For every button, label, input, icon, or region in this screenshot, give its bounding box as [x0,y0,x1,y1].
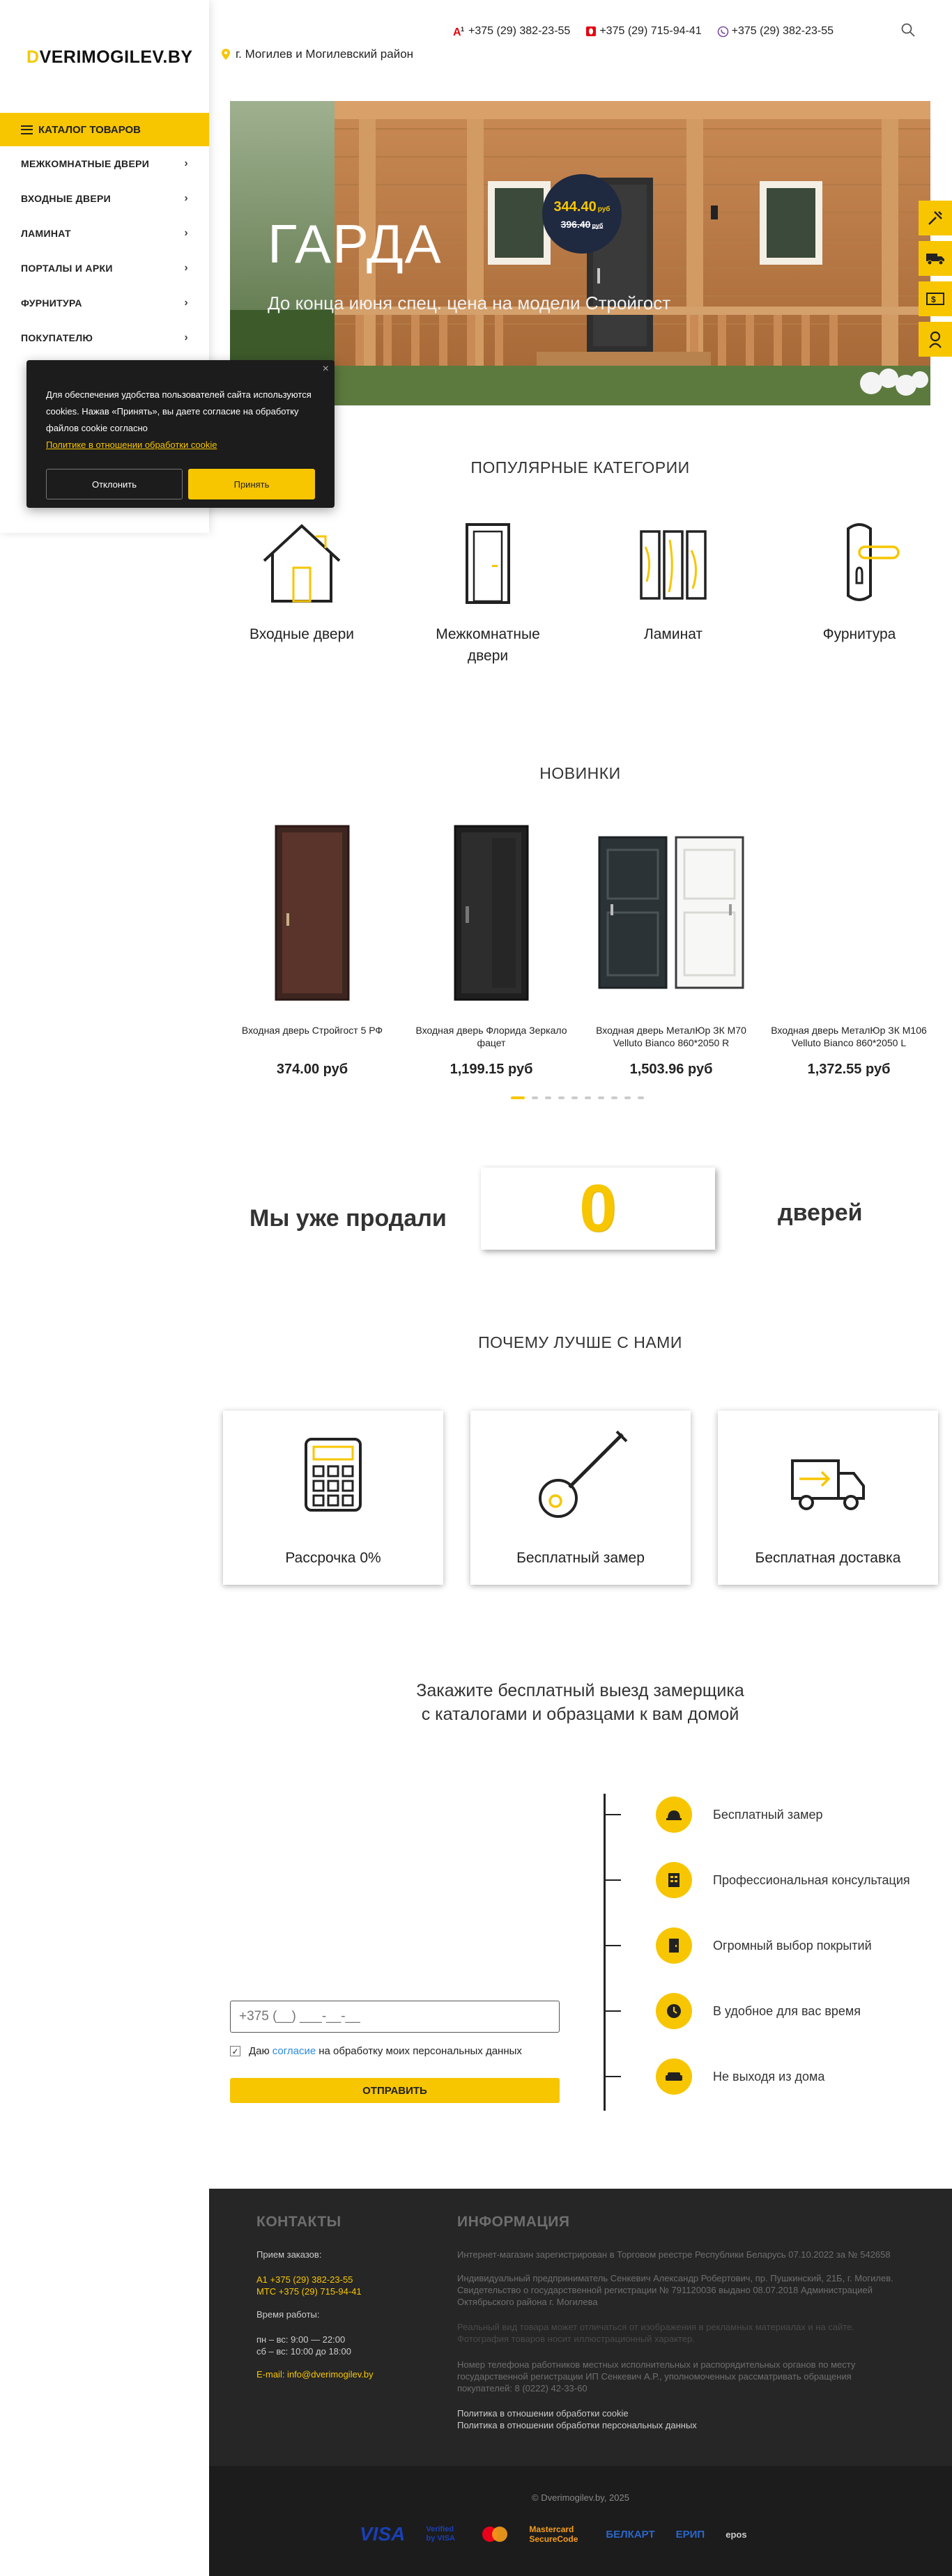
new-items-title: НОВИНКИ [539,764,621,782]
verified-visa-logo: Verified by VISA [426,2525,455,2543]
order-step: Бесплатный замер [604,1797,823,1832]
slider-dot[interactable] [558,1096,565,1099]
decline-button[interactable]: Отклонить [46,469,183,499]
door-handle-icon [817,519,901,607]
epos-logo: epos [725,2529,747,2540]
mts-icon [585,26,597,37]
slider-dot[interactable] [598,1096,604,1099]
product-card[interactable] [581,822,762,1078]
popular-title: ПОПУЛЯРНЫЕ КАТЕГОРИИ [470,458,690,476]
product-name: Входная дверь МеталЮр ЗК М70 Velluto Bianco 860*2050 R [596,1025,746,1048]
logo[interactable]: DVERIMOGILEV.BY [26,47,193,67]
mastercard-logo [482,2526,508,2543]
document-icon [656,1862,692,1898]
door-icon [656,1927,692,1964]
product-image [222,822,403,1003]
product-name: Входная дверь Флорида Зеркало фацет [415,1025,567,1048]
copyright: © Dverimogilev.by, 2025 [532,2492,629,2503]
chevron-right-icon: › [184,192,188,204]
hero-subtitle: До конца июня спец. цена на модели Стройгост [268,293,671,313]
product-card[interactable] [222,822,403,1078]
product-price: 374.00 руб [276,1062,348,1077]
product-image [758,822,939,1003]
belkart-logo: БЕЛКАРТ [606,2528,655,2540]
phone-input[interactable] [230,2001,560,2033]
svg-text:1: 1 [461,26,465,33]
benefit-label: Бесплатная доставка [755,1550,901,1566]
benefit-label: Бесплатный замер [516,1550,645,1566]
category-interior-doors[interactable] [418,519,558,667]
helmet-icon [656,1797,692,1833]
order-step: Профессиональная консультация [604,1863,910,1898]
price-old: 396.40 [560,219,591,230]
footer-bottom [209,2466,952,2576]
catalog-button-label: КАТАЛОГ ТОВАРОВ [38,123,141,136]
order-step: В удобное для вас время [604,1994,861,2028]
sidebar-item-laminate[interactable]: ЛАМИНАТ › [21,227,188,239]
clock-icon [656,1993,692,2029]
menu-icon [21,125,33,134]
order-title: Закажите бесплатный выезд замерщика с каталогами и образцами к вам домой [416,1681,744,1724]
location-pin-icon [222,49,230,60]
submit-button[interactable]: ОТПРАВИТЬ [230,2078,560,2103]
product-price: 1,503.96 руб [629,1062,713,1077]
hero-banner[interactable] [230,101,930,405]
payment-icon[interactable] [919,281,952,316]
cookie-text: Для обеспечения удобства пользователей сайта используются cookies. Нажав «Принять», вы даете согласие на обработку файлов cookie согласно [46,389,312,433]
slider-dot[interactable] [511,1096,525,1099]
sidebar-item-hardware[interactable]: ФУРНИТУРА › [21,297,188,309]
chevron-right-icon: › [184,157,188,169]
footer: КОНТАКТЫ Прием заказов: А1 +375 (29) 382-23-55 МТС +375 (29) 715-94-41 Время работы: пн – вс: 9:00 — 22:00 сб – вс: 10:00 до 18:00 E-mail: info@dverimogilev.by ИНФОРМАЦИЯ Интернет-магазин зарегистрирован в Торговом реестре Республики Беларусь 07.10.2022 за № 542658 Индивидуальный предприниматель Сенкевич Александр Робертович, пр. Пушкинский, 21Б, г. Могилев. Свидетельство о государственной регистрации № 791120036 выдано 08.07.2018 Администрацией Октябрьского района г. Могилева Реальный вид товара может отличаться от изображения в рекламных материалах и на сайте. Фотография товаров носит иллюстрационный характер. Номер телефона работников местных исполнительных и распорядительных органов по месту государственной регистрации ИП Сенкевич А.Р., уполномоченных рассматривать обращения покупателей: 8 (0222) 42-33-60 Политика в отношении обработки cookie Политика в отношении обработки персональных данных © Dverimogilev.by, 2025 VISA Verified by VISA Mastercard SecureCode БЕЛКАРТ ЕРИП epos [209,2189,952,2576]
footer-contacts-title: КОНТАКТЫ [256,2214,341,2230]
chevron-right-icon: › [184,332,188,343]
benefit-label: Рассрочка 0% [285,1550,381,1566]
sold-label-right: дверей [778,1200,863,1226]
a1-icon [453,25,466,38]
laminate-icon [631,519,715,607]
chevron-right-icon: › [184,297,188,309]
product-card[interactable] [758,822,939,1078]
chevron-right-icon: › [184,262,188,274]
order-step: Не выходя из дома [604,2059,824,2094]
category-laminate[interactable] [604,519,743,645]
cookie-banner [26,360,335,508]
category-hardware[interactable] [790,519,929,645]
phone-viber[interactable]: +375 (29) 382-23-55 [717,25,834,38]
slider-dot[interactable] [545,1096,551,1099]
close-icon[interactable]: × [322,363,329,375]
key-icon [532,1429,629,1526]
why-title: ПОЧЕМУ ЛУЧШЕ С НАМИ [478,1333,682,1351]
slider-dot[interactable] [585,1096,591,1099]
category-label: Входные двери [249,626,354,642]
delivery-truck-icon [790,1452,866,1515]
sidebar-menu [0,146,209,355]
footer-phone-a1[interactable]: А1 +375 (29) 382-23-55 [256,2274,353,2285]
phone-a1[interactable]: A 1 +375 (29) 382-23-55 [453,25,571,38]
product-price: 1,199.15 руб [450,1062,533,1077]
sidebar-item-portals[interactable]: ПОРТАЛЫ И АРКИ › [21,262,188,274]
header-phones [453,25,849,38]
category-label: Межкомнатные двери [436,626,540,664]
visa-logo: VISA [360,2523,406,2545]
footer-phone-mts[interactable]: МТС +375 (29) 715-94-41 [256,2286,362,2297]
category-label: Фурнитура [822,626,896,642]
consent-checkbox[interactable]: ✓ [230,2046,240,2056]
hero-title: ГАРДА [268,213,443,274]
house-icon [260,519,344,607]
slider-dot[interactable] [638,1096,644,1099]
catalog-button[interactable] [0,113,209,146]
floating-side-bar [919,201,952,362]
cookie-policy-link[interactable]: Политике в отношении обработки cookie [46,440,217,450]
price-badge: 344.40 руб 396.40 руб [542,174,622,254]
product-price: 1,372.55 руб [807,1062,891,1077]
product-name: Входная дверь Стройгост 5 РФ [241,1025,383,1036]
product-image [401,822,582,1003]
sold-counter [481,1167,715,1250]
footer-email[interactable]: E-mail: info@dverimogilev.by [256,2369,374,2380]
accept-button[interactable]: Принять [188,469,315,499]
consultant-icon[interactable] [919,322,952,357]
calculator-icon [304,1437,362,1512]
erip-logo: ЕРИП [675,2528,705,2540]
location[interactable]: г. Могилев и Могилевский район [222,47,413,61]
product-image [581,822,762,1003]
tools-icon[interactable] [919,201,952,235]
product-name: Входная дверь МеталЮр ЗК М106 Velluto Bianco 860*2050 L [771,1025,927,1048]
search-icon[interactable] [900,22,916,38]
benefit-card-installment [223,1411,443,1585]
securecode-logo: Mastercard SecureCode [529,2524,578,2544]
phone-mts[interactable]: +375 (29) 715-94-41 [585,25,701,38]
benefit-card-measure [470,1411,691,1585]
slider-dots [511,1096,651,1099]
svg-text:A: A [453,26,461,38]
consent-row: ✓ Даю согласие на обработку моих персональных данных [230,2045,522,2057]
door-icon [446,519,530,607]
sidebar-item-interior-doors[interactable]: МЕЖКОМНАТНЫЕ ДВЕРИ › [21,157,188,169]
slider-dot[interactable] [624,1096,631,1099]
sidebar-item-entrance-doors[interactable]: ВХОДНЫЕ ДВЕРИ › [21,192,188,204]
viber-icon [717,26,729,38]
consent-link[interactable]: согласие [272,2045,316,2057]
payment-logos [360,2523,768,2545]
svg-text:$: $ [931,295,936,304]
sidebar-item-customer[interactable]: ПОКУПАТЕЛЮ › [21,332,188,343]
footer-info-title: ИНФОРМАЦИЯ [457,2214,570,2230]
truck-icon[interactable] [919,241,952,276]
footer-cookie-link[interactable]: Политика в отношении обработки cookie [457,2408,629,2419]
benefit-card-delivery [718,1411,938,1585]
slider-dot[interactable] [611,1096,617,1099]
product-card[interactable] [401,822,582,1078]
slider-dot[interactable] [532,1096,538,1099]
footer-personal-link[interactable]: Политика в отношении обработки персональных данных [457,2420,697,2430]
sold-count: 0 [579,1171,617,1246]
sofa-icon [656,2058,692,2095]
sold-label-left: Мы уже продали [249,1205,447,1232]
category-label: Ламинат [643,626,703,642]
chevron-right-icon: › [184,227,188,239]
price-new: 344.40 [553,199,597,215]
slider-dot[interactable] [571,1096,578,1099]
category-entrance-doors[interactable] [232,519,371,645]
order-step: Огромный выбор покрытий [604,1928,872,1963]
